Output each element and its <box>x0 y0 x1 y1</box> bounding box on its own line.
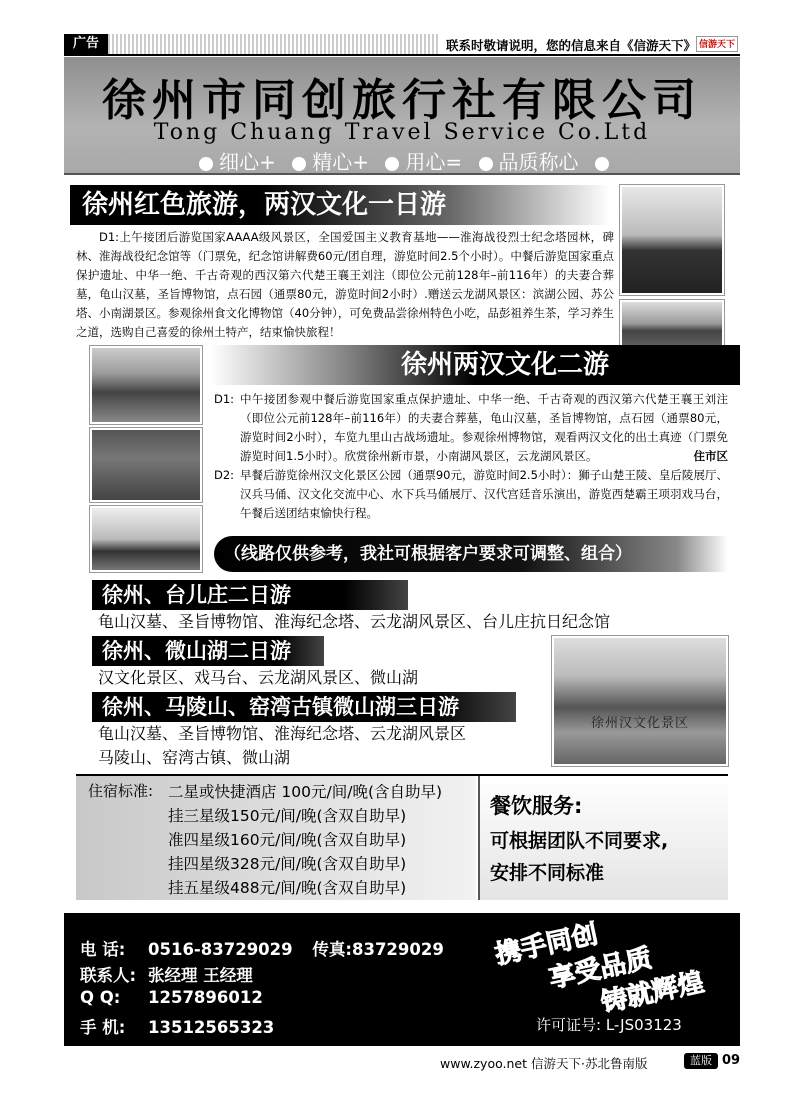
contact-person-label: 联系人: <box>80 966 137 985</box>
scenic-area-photo <box>552 636 728 766</box>
motto-line: 携手同创 <box>492 919 601 971</box>
slogan-item: 精心+ <box>312 150 370 174</box>
mobile-number: 13512565323 <box>148 1018 275 1037</box>
bullet-icon <box>479 157 493 171</box>
route-description: 龟山汉墓、圣旨博物馆、淮海纪念塔、云龙湖风景区、台儿庄抗日纪念馆 <box>98 612 611 631</box>
license-number: 许可证号: L-JS03123 <box>536 1016 682 1034</box>
divider <box>64 54 740 56</box>
bullet-icon <box>595 157 609 171</box>
lodging-item: 挂五星级488元/间/晚(含双自助早) <box>168 879 407 897</box>
route-description: 汉文化景区、戏马台、云龙湖风景区、微山湖 <box>98 668 419 687</box>
route-title: 徐州、微山湖二日游 <box>92 636 324 666</box>
monument-photo <box>620 185 724 295</box>
terracotta-warriors-photo <box>90 428 202 502</box>
dining-title: 餐饮服务: <box>490 794 583 818</box>
lodging-item: 二星或快捷酒店 100元/间/晚(含自助早) <box>168 783 443 801</box>
slogan-item: 品质称心 <box>498 150 579 174</box>
dining-text: 安排不同标准 <box>490 862 605 884</box>
route-description: 龟山汉墓、圣旨博物馆、淮海纪念塔、云龙湖风景区 <box>98 724 467 743</box>
motto-line: 享受品质 <box>546 943 655 995</box>
lodging-item: 挂三星级150元/间/晚(含双自助早) <box>168 807 407 825</box>
phone-row <box>80 936 444 960</box>
tour-title-han-twoday: 徐州两汉文化二游 <box>210 345 740 385</box>
slogan-item: 用心= <box>405 150 463 174</box>
lodging-label: 住宿标准: <box>88 782 154 800</box>
page-number: 09 <box>722 1053 741 1068</box>
qq-label: Q Q: <box>80 988 121 1007</box>
route-disclaimer: （线路仅供参考，我社可根据客户要求可调整、组合） <box>214 536 728 572</box>
route-description: 马陵山、窑湾古镇、微山湖 <box>98 748 291 767</box>
day-1 <box>214 390 728 466</box>
bullet-icon <box>199 157 213 171</box>
fax-label: 传真: <box>312 940 352 959</box>
dining-text: 可根据团队不同要求, <box>490 830 669 852</box>
day-1-text: 中午接团参观中餐后游览国家重点保护遗址、中华一绝、千古奇观的西汉第六代楚王襄王刘注（即位公元前128年–前116年）的夫妻合葬墓，龟山汉墓，圣旨博物馆，点石园（通票80元，游览时间2小时），车览九里山古战场遗址。参观徐州博物馆，观看两汉文化的出土真迹（门票免游览时间1.5小时）。欣赏徐州新市景，小南湖风景区，云龙湖风景区。 <box>240 392 728 463</box>
edition-badge: 蓝版 <box>684 1053 718 1069</box>
mobile-row <box>80 1014 274 1038</box>
decorative-stripe <box>108 34 438 54</box>
qq-number: 1257896012 <box>148 988 263 1007</box>
tour-title-red-oneday: 徐州红色旅游，两汉文化一日游 <box>70 185 610 225</box>
route-title: 徐州、台儿庄二日游 <box>92 580 408 610</box>
mobile-label: 手 机: <box>80 1018 126 1037</box>
temple-photo <box>90 346 202 424</box>
lodging-item: 挂四星级328元/间/晚(含双自助早) <box>168 855 407 873</box>
bullet-icon <box>292 157 306 171</box>
qq-row <box>80 988 263 1007</box>
gate-photo <box>90 506 202 572</box>
slogan-item: 细心+ <box>219 150 276 174</box>
route-title: 徐州、马陵山、窑湾古镇微山湖三日游 <box>92 692 516 722</box>
fax-number: 83729029 <box>351 940 444 959</box>
day-2-text: 早餐后游览徐州汉文化景区公园（通票90元，游览时间2.5小时）：狮子山楚王陵、皇后陵展厅、汉兵马俑、汉文化交流中心、水下兵马俑展厅、汉代宫廷音乐演出，游览西楚霸王项羽戏马台，午餐后送团结束愉快行程。 <box>240 468 728 520</box>
phone-label: 电 话: <box>80 940 126 959</box>
ad-tag: 广告 <box>64 34 108 54</box>
bullet-icon <box>385 157 399 171</box>
slogan-row <box>64 146 740 175</box>
day-label: D1: <box>214 392 235 406</box>
day-text <box>240 390 728 466</box>
contact-person-row <box>80 962 253 986</box>
scenic-area-sign: 徐州汉文化景区 <box>590 716 689 731</box>
magazine-logo: 信游天下 <box>696 36 738 52</box>
day-2 <box>214 466 728 523</box>
lodging-item: 准四星级160元/间/晚(含双自助早) <box>168 831 407 849</box>
tour-description: D1:上午接团后游览国家AAAA级风景区，全国爱国主义教育基地——淮海战役烈士纪念塔园林，碑林、淮海战役纪念馆等（门票免，纪念馆讲解费60元/团自理，游览时间2.5个小时）。中餐后游览国家重点保护遗址、中华一绝、千古奇观的西汉第六代楚王襄王刘注（即位公元前128年–前116年）的夫妻合葬墓，龟山汉墓，圣旨博物馆，点石园（通票80元，游览时间2小时）.赠送云龙湖风景区：滨湖公园、苏公塔、小南湖景区。参观徐州食文化博物馆（40分钟），可免费品尝徐州特色小吃，品彭祖养生茶，学习养生之道，选购自己喜爱的徐州土特产，结束愉快旅程！ <box>76 230 614 339</box>
source-notice: 联系时敬请说明，您的信息来自《信游天下》 <box>446 38 697 53</box>
company-name-en: Tong Chuang Travel Service Co.Ltd <box>153 120 651 145</box>
contact-person: 张经理 王经理 <box>148 966 253 985</box>
company-name-cn: 徐州市同创旅行社有限公司 <box>102 75 702 126</box>
lodging-note: 住市区 <box>693 449 728 463</box>
tour-itinerary <box>214 390 728 523</box>
phone-number: 0516-83729029 <box>148 940 293 959</box>
day-label: D2: <box>214 468 235 482</box>
footer-text: www.zyoo.net 信游天下·苏北鲁南版 <box>440 1056 648 1071</box>
motto-line: 铸就辉煌 <box>598 967 707 1019</box>
